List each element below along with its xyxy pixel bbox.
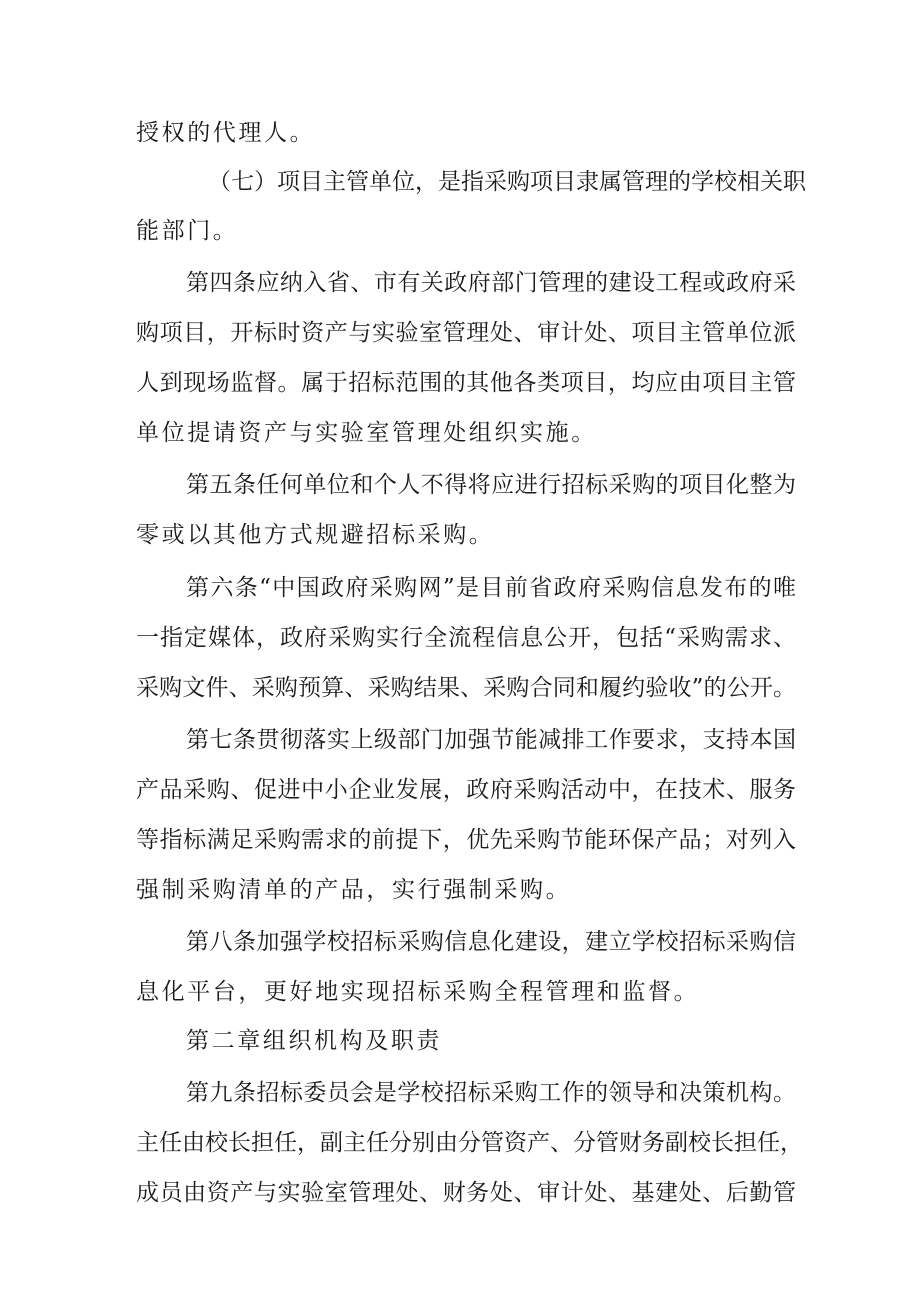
text-line: 零或以其他方式规避招标采购。	[136, 522, 495, 548]
text-line: 一指定媒体，政府采购实行全流程信息公开，包括“采购需求、	[136, 625, 796, 651]
text-line: 购项目，开标时资产与实验室管理处、审计处、项目主管单位派	[136, 320, 796, 346]
text-line: 第九条招标委员会是学校招标采购工作的领导和决策机构。	[186, 1080, 796, 1106]
text-line: 人到现场监督。属于招标范围的其他各类项目，均应由项目主管	[136, 370, 796, 396]
text-line: 第七条贯彻落实上级部门加强节能减排工作要求，支持本国	[186, 727, 796, 753]
text-line: 等指标满足采购需求的前提下，优先采购节能环保产品；对列入	[136, 827, 796, 853]
text-line: 主任由校长担任，副主任分别由分管资产、分管财务副校长担任，	[136, 1130, 803, 1156]
text-line: 第六条“中国政府采购网”是目前省政府采购信息发布的唯	[186, 575, 796, 601]
text-line: 产品采购、促进中小企业发展，政府采购活动中，在技术、服务	[136, 777, 796, 803]
text-line: 采购文件、采购预算、采购结果、采购合同和履约验收”的公开。	[136, 675, 796, 701]
text-line: （七）项目主管单位，是指采购项目隶属管理的学校相关职	[208, 169, 806, 195]
text-line: 单位提请资产与实验室管理处组织实施。	[136, 420, 597, 446]
chapter-heading: 第二章组织机构及职责	[186, 1028, 442, 1054]
text-line: 成员由资产与实验室管理处、财务处、审计处、基建处、后勤管	[136, 1180, 796, 1206]
text-line: 第五条任何单位和个人不得将应进行招标采购的项目化整为	[186, 472, 796, 498]
text-line: 第八条加强学校招标采购信息化建设，建立学校招标采购信	[186, 929, 796, 955]
text-line: 强制采购清单的产品，实行强制采购。	[136, 877, 572, 903]
text-line: 授权的代理人。	[136, 120, 316, 146]
text-line: 能部门。	[136, 218, 239, 244]
text-line: 息化平台，更好地实现招标采购全程管理和监督。	[136, 979, 700, 1005]
text-line: 第四条应纳入省、市有关政府部门管理的建设工程或政府采	[186, 270, 796, 296]
